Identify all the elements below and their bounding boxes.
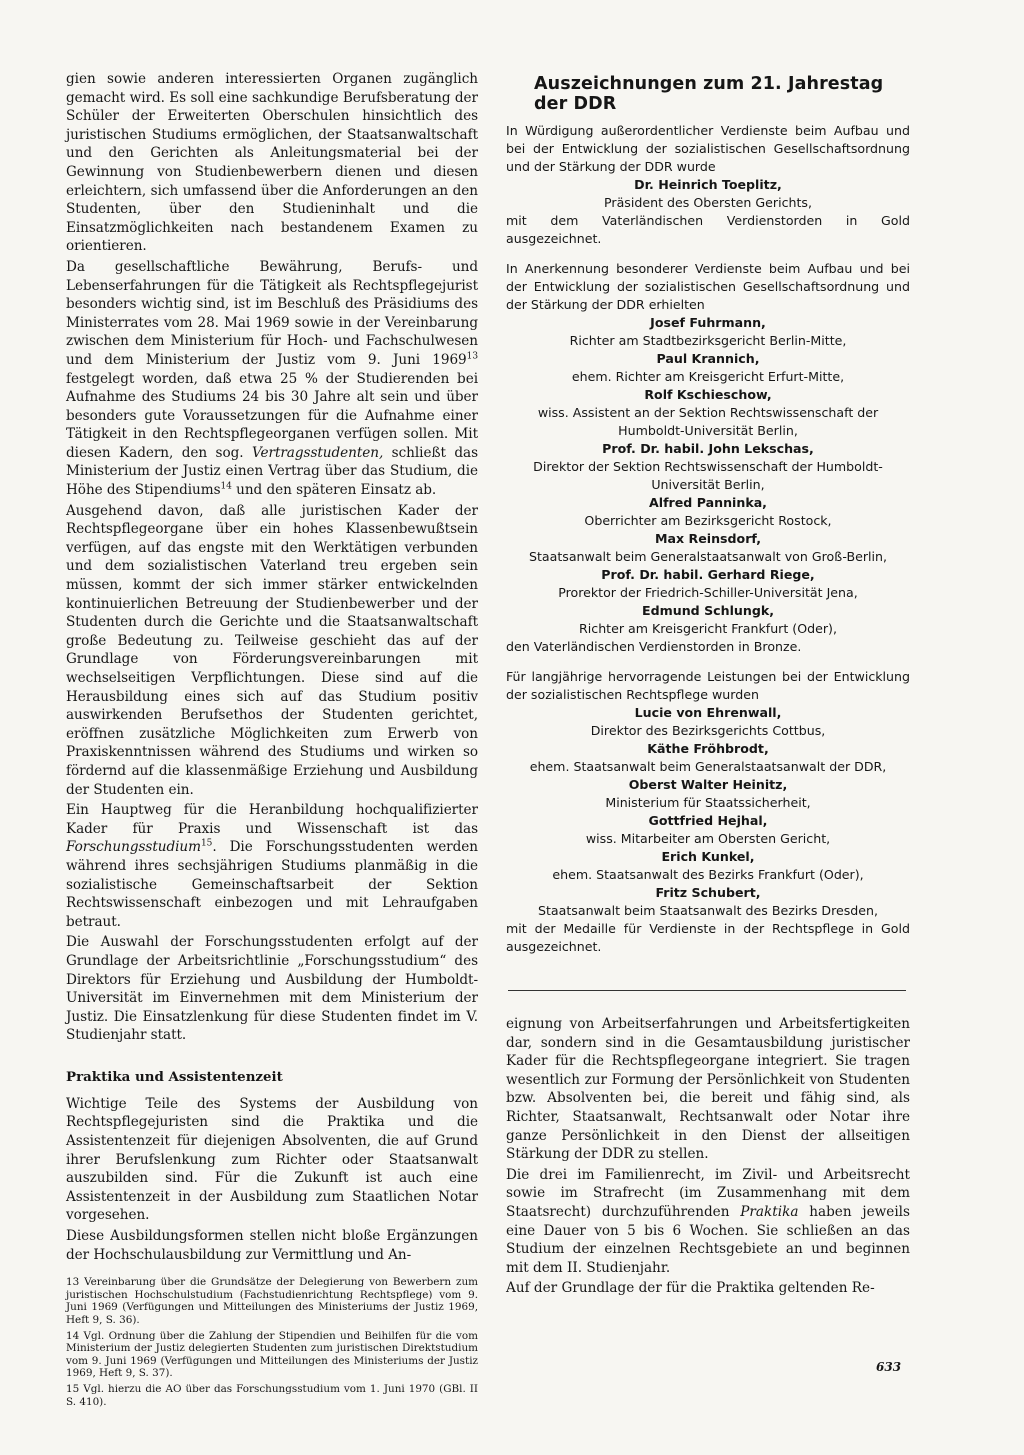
awardee-title: ehem. Staatsanwalt des Bezirks Frankfurt (Oder),: [552, 867, 864, 882]
divider: [508, 990, 906, 991]
paragraph: Wichtige Teile des Systems der Ausbildung von Rechtspflegejuristen sind die Praktika und die Assistentenzeit für diejenigen Absolventen, die auf Grund ihrer Berufslenkung zum Richter oder Staatsanwalt auszubilden sind. Für die Zukunft ist auch eine Assistentenzeit in der Ausbildung zum Staatlichen Notar vorgesehen.: [66, 1095, 478, 1224]
paragraph: eignung von Arbeitserfahrungen und Arbeitsfertigkeiten dar, sondern sind in die Gesamtausbildung juristischer Kader für die Rechtspflegeorgane integriert. Sie tragen wesentlich zur Formung der Persönlichkeit von Studenten bzw. Absolventen bei, die bereit und fähig sind, als Richter, Staatsanwalt, Rechtsanwalt oder Notar ihre ganze Persönlichkeit in den Dienst der allseitigen Stärkung der DDR zu stellen.: [506, 1016, 910, 1163]
award-entry: [506, 848, 910, 884]
right-column: [506, 70, 910, 1300]
award-intro: Für langjährige hervorragende Leistungen bei der Entwicklung der sozialistischen Rechtspflege wurden: [506, 669, 910, 702]
awardee-title: Direktor des Bezirksgerichts Cottbus,: [590, 723, 826, 738]
awardee-title: Staatsanwalt beim Generalstaatsanwalt von Groß-Berlin,: [528, 549, 888, 564]
award-entry: [506, 566, 910, 602]
award-outro: den Vaterländischen Verdienstorden in Bronze.: [506, 639, 802, 654]
awardee-title: Ministerium für Staatssicherheit,: [605, 795, 811, 810]
award-entry: [506, 314, 910, 350]
awardee-name: Rolf Kschieschow,: [644, 387, 772, 402]
awardee-name: Edmund Schlungk,: [642, 603, 774, 618]
awardee-name: Paul Krannich,: [656, 351, 760, 366]
awardee-name: Prof. Dr. habil. John Lekschas,: [602, 441, 814, 456]
award-entry: [506, 176, 910, 212]
awardee-name: Alfred Panninka,: [649, 495, 767, 510]
award-entry: [506, 350, 910, 386]
award-entry: [506, 440, 910, 494]
award-entry: [506, 812, 910, 848]
awardee-title: ehem. Richter am Kreisgericht Erfurt-Mitte,: [571, 369, 845, 384]
award-intro: In Anerkennung besonderer Verdienste beim Aufbau und bei der Entwicklung der sozialistischen Gesellschaftsordnung und der Stärkung der DDR erhielten: [506, 261, 910, 312]
awardee-title: Staatsanwalt beim Staatsanwalt des Bezirks Dresden,: [537, 903, 879, 918]
awardee-title: Prorektor der Friedrich-Schiller-Universität Jena,: [558, 585, 858, 600]
award-entry: [506, 386, 910, 440]
paragraph: Ausgehend davon, daß alle juristischen Kader der Rechtspflegeorgane über ein hohes Klassenbewußtsein verfügen, auf das engste mit den Werktätigen verbunden und dem sozialistischen Vaterland treu ergeben sein müssen, kommt der sich immer stärker entwickelnden kontinuierlichen Betreuung der Studienbewerber und der Studenten durch die Gerichte und die Staatsanwaltschaft große Bedeutung zu. Teilweise geschieht das auf der Grundlage von Förderungsvereinbarungen mit wechselseitigen Verpflichtungen. Diese sind auf die Herausbildung eines sich auf das Studium positiv auswirkenden Berufsethos der Studenten gerichtet, eröffnen zusätzliche Möglichkeiten zum Erwerb von Praxiskenntnissen während des Studiums und wirken so fördernd auf die klassenmäßige Erziehung und Ausbildung der Studenten ein.: [66, 502, 478, 798]
award-entry: [506, 740, 910, 776]
paragraph: Ein Hauptweg für die Heranbildung hochqualifizierter Kader für Praxis und Wissenschaft ist das Forschungsstudium$^{15}$. Die Forschungsstudenten werden während ihres sechsjährigen Studiums planmäßig in die sozialistische Gemeinschaftsarbeit der Sektion Rechtswissenschaft einbezogen und mit Lehraufgaben betraut.: [66, 802, 478, 930]
awardee-title: Direktor der Sektion Rechtswissenschaft der Humboldt-Universität Berlin,: [533, 459, 883, 492]
award-list: [506, 704, 910, 920]
awardee-name: Josef Fuhrmann,: [650, 315, 766, 330]
awardee-name: Prof. Dr. habil. Gerhard Riege,: [601, 567, 815, 582]
award-list: [506, 314, 910, 638]
awardee-name: Fritz Schubert,: [655, 885, 761, 900]
paragraph: gien sowie anderen interessierten Organen zugänglich gemacht wird. Es soll eine sachkundige Berufsberatung der Schüler der Erweiterten Oberschulen hinsichtlich des juristischen Studiums ermöglichen, der Staatsanwaltschaft und den Gerichten als Anleitungsmaterial bei der Gewinnung von Studienbewerbern dienen und diesen erleichtern, sich umfassend über die Anforderungen an den Studenten, über den Studieninhalt und die Einsatzmöglichkeiten nach bestandenem Examen zu orientieren.: [66, 71, 478, 255]
footnote: 15 Vgl. hierzu die AO über das Forschungsstudium vom 1. Juni 1970 (GBl. II S. 410).: [66, 1382, 478, 1408]
awardee-title: Richter am Stadtbezirksgericht Berlin-Mitte,: [569, 333, 847, 348]
page-number: 633: [876, 1360, 902, 1374]
paragraph: Die Auswahl der Forschungsstudenten erfolgt auf der Grundlage der Arbeitsrichtlinie „Forschungsstudium“ des Direktors für Erziehung und Ausbildung der Humboldt-Universität im Einvernehmen mit dem Ministerium der Justiz. Die Einsatzlenkung für diese Studenten findet im V. Studienjahr statt.: [66, 934, 478, 1044]
footnote: 14 Vgl. Ordnung über die Zahlung der Stipendien und Beihilfen für die vom Ministerium der Justiz delegierten Studenten zum juristischen Direktstudium vom 9. Juni 1969 (Verfügungen und Mitteilungen des Ministeriums der Justiz 1969, Heft 9, S. 37).: [66, 1329, 478, 1380]
award-entry: [506, 776, 910, 812]
award-entry: [506, 602, 910, 638]
section-heading: Praktika und Assistentenzeit: [66, 1068, 283, 1085]
awardee-name: Gottfried Hejhal,: [648, 813, 768, 828]
award-outro: mit der Medaille für Verdienste in der Rechtspflege in Gold ausgezeichnet.: [506, 921, 910, 954]
awardee-title: ehem. Staatsanwalt beim Generalstaatsanwalt der DDR,: [529, 759, 887, 774]
awardee-title: Richter am Kreisgericht Frankfurt (Oder),: [579, 621, 837, 636]
awardee-name: Lucie von Ehrenwall,: [634, 705, 782, 720]
awardee-name: Erich Kunkel,: [661, 849, 755, 864]
awardee-name: Dr. Heinrich Toeplitz,: [634, 177, 782, 192]
footnote: 13 Vereinbarung über die Grundsätze der Delegierung von Bewerbern zum juristischen Hochschulstudium (Fachstudienrichtung Rechtspflege) vom 9. Juni 1969 (Verfügungen und Mitteilungen des Ministeriums der Justiz 1969, Heft 9, S. 36).: [66, 1276, 478, 1326]
awardee-name: Käthe Fröhbrodt,: [647, 741, 769, 756]
awardee-title: Oberrichter am Bezirksgericht Rostock,: [584, 513, 832, 528]
paragraph: Die drei im Familienrecht, im Zivil- und Arbeitsrecht sowie im Strafrecht (im Zusammenhang mit dem Staatsrecht) durchzuführenden Praktika haben jeweils eine Dauer von 5 bis 6 Wochen. Sie schließen an das Studium der einzelnen Rechtsgebiete an und beginnen mit dem II. Studienjahr.: [506, 1166, 910, 1276]
awardee-title: Präsident des Obersten Gerichts,: [604, 195, 812, 210]
awardee-title: wiss. Assistent an der Sektion Rechtswissenschaft der Humboldt-Universität Berlin,: [537, 405, 879, 438]
awardee-name: Oberst Walter Heinitz,: [628, 777, 788, 792]
paragraph: Diese Ausbildungsformen stellen nicht bloße Ergänzungen der Hochschulausbildung zur Vermittlung und An-: [66, 1228, 478, 1263]
left-column: [66, 70, 478, 1411]
award-entry: [506, 884, 910, 920]
awardee-title: wiss. Mitarbeiter am Obersten Gericht,: [585, 831, 831, 846]
award-outro: mit dem Vaterländischen Verdienstorden in Gold ausgezeichnet.: [506, 213, 910, 246]
paragraph: Da gesellschaftliche Bewährung, Berufs- und Lebenserfahrungen für die Tätigkeit als Rechtspflegejurist besonders wichtig sind, ist im Beschluß des Präsidiums des Ministerrates vom 28. Mai 1969 sowie in der Vereinbarung zwischen dem Ministerium für Hoch- und Fachschulwesen und dem Ministerium der Justiz vom 9. Juni 1969$^{13}$ festgelegt worden, daß etwa 25 % der Studierenden bei Aufnahme des Studiums 24 bis 30 Jahre alt sein und über besonders gute Voraussetzungen für die Aufnahme einer Tätigkeit in den Rechtspflegeorganen verfügen sollen. Mit diesen Kadern, den sog. Vertragsstudenten, schließt das Ministerium der Justiz einen Vertrag über das Studium, die Höhe des Stipendiums$^{14}$ und den späteren Einsatz ab.: [66, 258, 478, 499]
awardee-name: Max Reinsdorf,: [654, 531, 761, 546]
award-entry: [506, 530, 910, 566]
paragraph: Auf der Grundlage der für die Praktika geltenden Re-: [506, 1280, 875, 1297]
award-intro: In Würdigung außerordentlicher Verdienste beim Aufbau und bei der Entwicklung der sozialistischen Gesellschaftsordnung und der Stärkung der DDR wurde: [506, 123, 910, 174]
footnotes: [66, 1276, 478, 1408]
award-entry: [506, 494, 910, 530]
award-article-title: Auszeichnungen zum 21. Jahrestag der DDR: [534, 74, 884, 114]
award-entry: [506, 704, 910, 740]
